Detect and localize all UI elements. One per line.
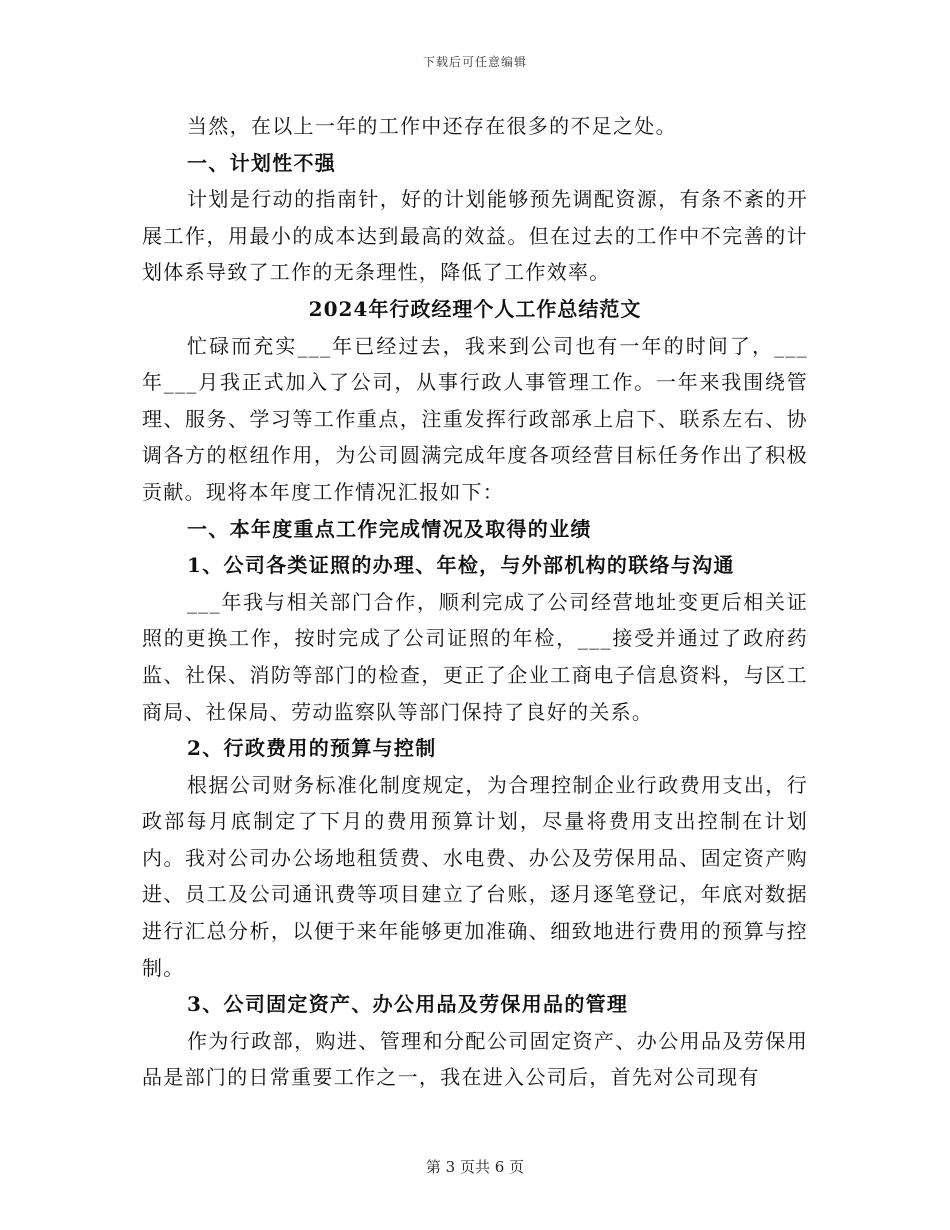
document-title: 2024年行政经理个人工作总结范文 bbox=[308, 296, 642, 321]
document-body bbox=[142, 108, 808, 1096]
paragraph-budget: 根据公司财务标准化制度规定，为合理控制企业行政费用支出，行政部每月底制定了下月的费用预算计划，尽量将费用支出控制在计划内。我对公司办公场地租赁费、水电费、办公及劳保用品、固定资产购进、员工及公司通讯费等项目建立了台账，逐月逐笔登记，年底对数据进行汇总分析，以便于来年能够更加准确、细致地进行费用的预算与控制。 bbox=[142, 772, 808, 980]
heading-licenses: 1、公司各类证照的办理、年检，与外部机构的联络与沟通 bbox=[187, 553, 735, 578]
paragraph-licenses: ___年我与相关部门合作，顺利完成了公司经营地址变更后相关证照的更换工作，按时完成了公司证照的年检，___接受并通过了政府药监、社保、消防等部门的检查，更正了企业工商电子信息资料，与区工商局、社保局、劳动监察队等部门保持了良好的关系。 bbox=[142, 589, 808, 724]
page-footer: 第 3 页共 6 页 bbox=[425, 1158, 525, 1176]
page-header: 下载后可任意编辑 bbox=[422, 55, 527, 69]
heading-poor-planning: 一、计划性不强 bbox=[187, 150, 337, 175]
paragraph-shortcomings-intro: 当然，在以上一年的工作中还存在很多的不足之处。 bbox=[187, 114, 677, 138]
heading-assets: 3、公司固定资产、办公用品及劳保用品的管理 bbox=[187, 992, 629, 1017]
paragraph-planning: 计划是行动的指南针，好的计划能够预先调配资源，有条不紊的开展工作，用最小的成本达到最高的效益。但在过去的工作中不完善的计划体系导致了工作的无条理性，降低了工作效率。 bbox=[142, 187, 808, 285]
heading-budget: 2、行政费用的预算与控制 bbox=[187, 736, 437, 761]
heading-key-work: 一、本年度重点工作完成情况及取得的业绩 bbox=[187, 516, 592, 541]
paragraph-assets: 作为行政部，购进、管理和分配公司固定资产、办公用品及劳保用品是部门的日常重要工作之一，我在进入公司后，首先对公司现有 bbox=[142, 1028, 808, 1090]
paragraph-year-overview: 忙碌而充实___年已经过去，我来到公司也有一年的时间了，___年___月我正式加入了公司，从事行政人事管理工作。一年来我围绕管理、服务、学习等工作重点，注重发挥行政部承上启下、联系左右、协调各方的枢纽作用，为公司圆满完成年度各项经营目标任务作出了积极贡献。现将本年度工作情况汇报如下： bbox=[142, 333, 808, 504]
